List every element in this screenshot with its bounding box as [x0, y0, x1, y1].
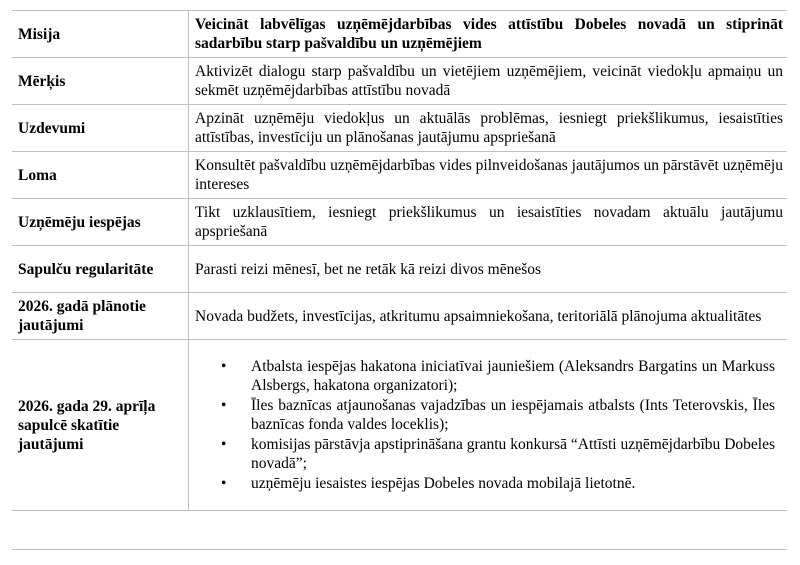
table-row-uznemeju-iespejas [12, 199, 787, 246]
agenda-list [195, 357, 783, 493]
table-row-sapulces-jautajumi [12, 340, 787, 511]
list-item-text: Atbalsta iespējas hakatona iniciatīvai jauniešiem (Aleksandrs Bargatins un Markuss Alsbergs, hakatona organizatori); [251, 357, 775, 394]
list-item-text: komisijas pārstāvja apstiprināšana grantu konkursā “Attīsti uzņēmējdarbību Dobeles novadā”; [251, 435, 775, 472]
list-item [221, 396, 775, 434]
row-label-sapulces-jautajumi: 2026. gada 29. aprīļa sapulcē skatītie jautājumi [12, 340, 189, 511]
row-value-uzdevumi: Apzināt uzņēmēju viedokļus un aktuālās problēmas, iesniegt priekšlikumus, iesaistīties attīstības, investīciju un plānošanas jautājumu apspriešanā [189, 105, 788, 152]
info-table [12, 10, 787, 511]
row-value-sapulces-jautajumi [189, 340, 788, 511]
row-label-misija: Misija [12, 11, 189, 58]
list-item [221, 357, 775, 395]
bullet-icon: • [221, 396, 227, 414]
row-label-uzdevumi: Uzdevumi [12, 105, 189, 152]
row-value-planotie-jautajumi: Novada budžets, investīcijas, atkritumu apsaimniekošana, teritoriālā plānojuma aktualitātes [189, 293, 788, 340]
table-row-sapulcu-regularitate [12, 246, 787, 293]
row-label-merkis: Mērķis [12, 58, 189, 105]
table-row-misija [12, 11, 787, 58]
table-row-merkis [12, 58, 787, 105]
table-row-uzdevumi [12, 105, 787, 152]
row-value-misija: Veicināt labvēlīgas uzņēmējdarbības vides attīstību Dobeles novadā un stiprināt sadarbību starp pašvaldību un uzņēmējiem [189, 11, 788, 58]
row-value-merkis: Aktivizēt dialogu starp pašvaldību un vietējiem uzņēmējiem, veicināt viedokļu apmaiņu un sekmēt uzņēmējdarbības attīstību novadā [189, 58, 788, 105]
row-value-loma: Konsultēt pašvaldību uzņēmējdarbības vides pilnveidošanas jautājumos un pārstāvēt uzņēmēju intereses [189, 152, 788, 199]
row-label-loma: Loma [12, 152, 189, 199]
bullet-icon: • [221, 435, 227, 453]
row-label-planotie-jautajumi: 2026. gadā plānotie jautājumi [12, 293, 189, 340]
list-item [221, 474, 775, 493]
table-bottom-divider [12, 549, 787, 550]
table-row-planotie-jautajumi [12, 293, 787, 340]
row-label-uznemeju-iespejas: Uzņēmēju iespējas [12, 199, 189, 246]
list-item [221, 435, 775, 473]
bullet-icon: • [221, 474, 227, 492]
row-value-sapulcu-regularitate: Parasti reizi mēnesī, bet ne retāk kā reizi divos mēnešos [189, 246, 788, 293]
list-item-text: Īles baznīcas atjaunošanas vajadzības un iespējamais atbalsts (Ints Teterovskis, Īles baznīcas fonda valdes loceklis); [251, 396, 775, 433]
table-row-loma [12, 152, 787, 199]
bullet-icon: • [221, 357, 227, 375]
list-item-text: uzņēmēju iesaistes iespējas Dobeles novada mobilajā lietotnē. [251, 474, 636, 492]
row-value-uznemeju-iespejas: Tikt uzklausītiem, iesniegt priekšlikumus un iesaistīties novadam aktuālu jautājumu apspriešanā [189, 199, 788, 246]
row-label-sapulcu-regularitate: Sapulču regularitāte [12, 246, 189, 293]
